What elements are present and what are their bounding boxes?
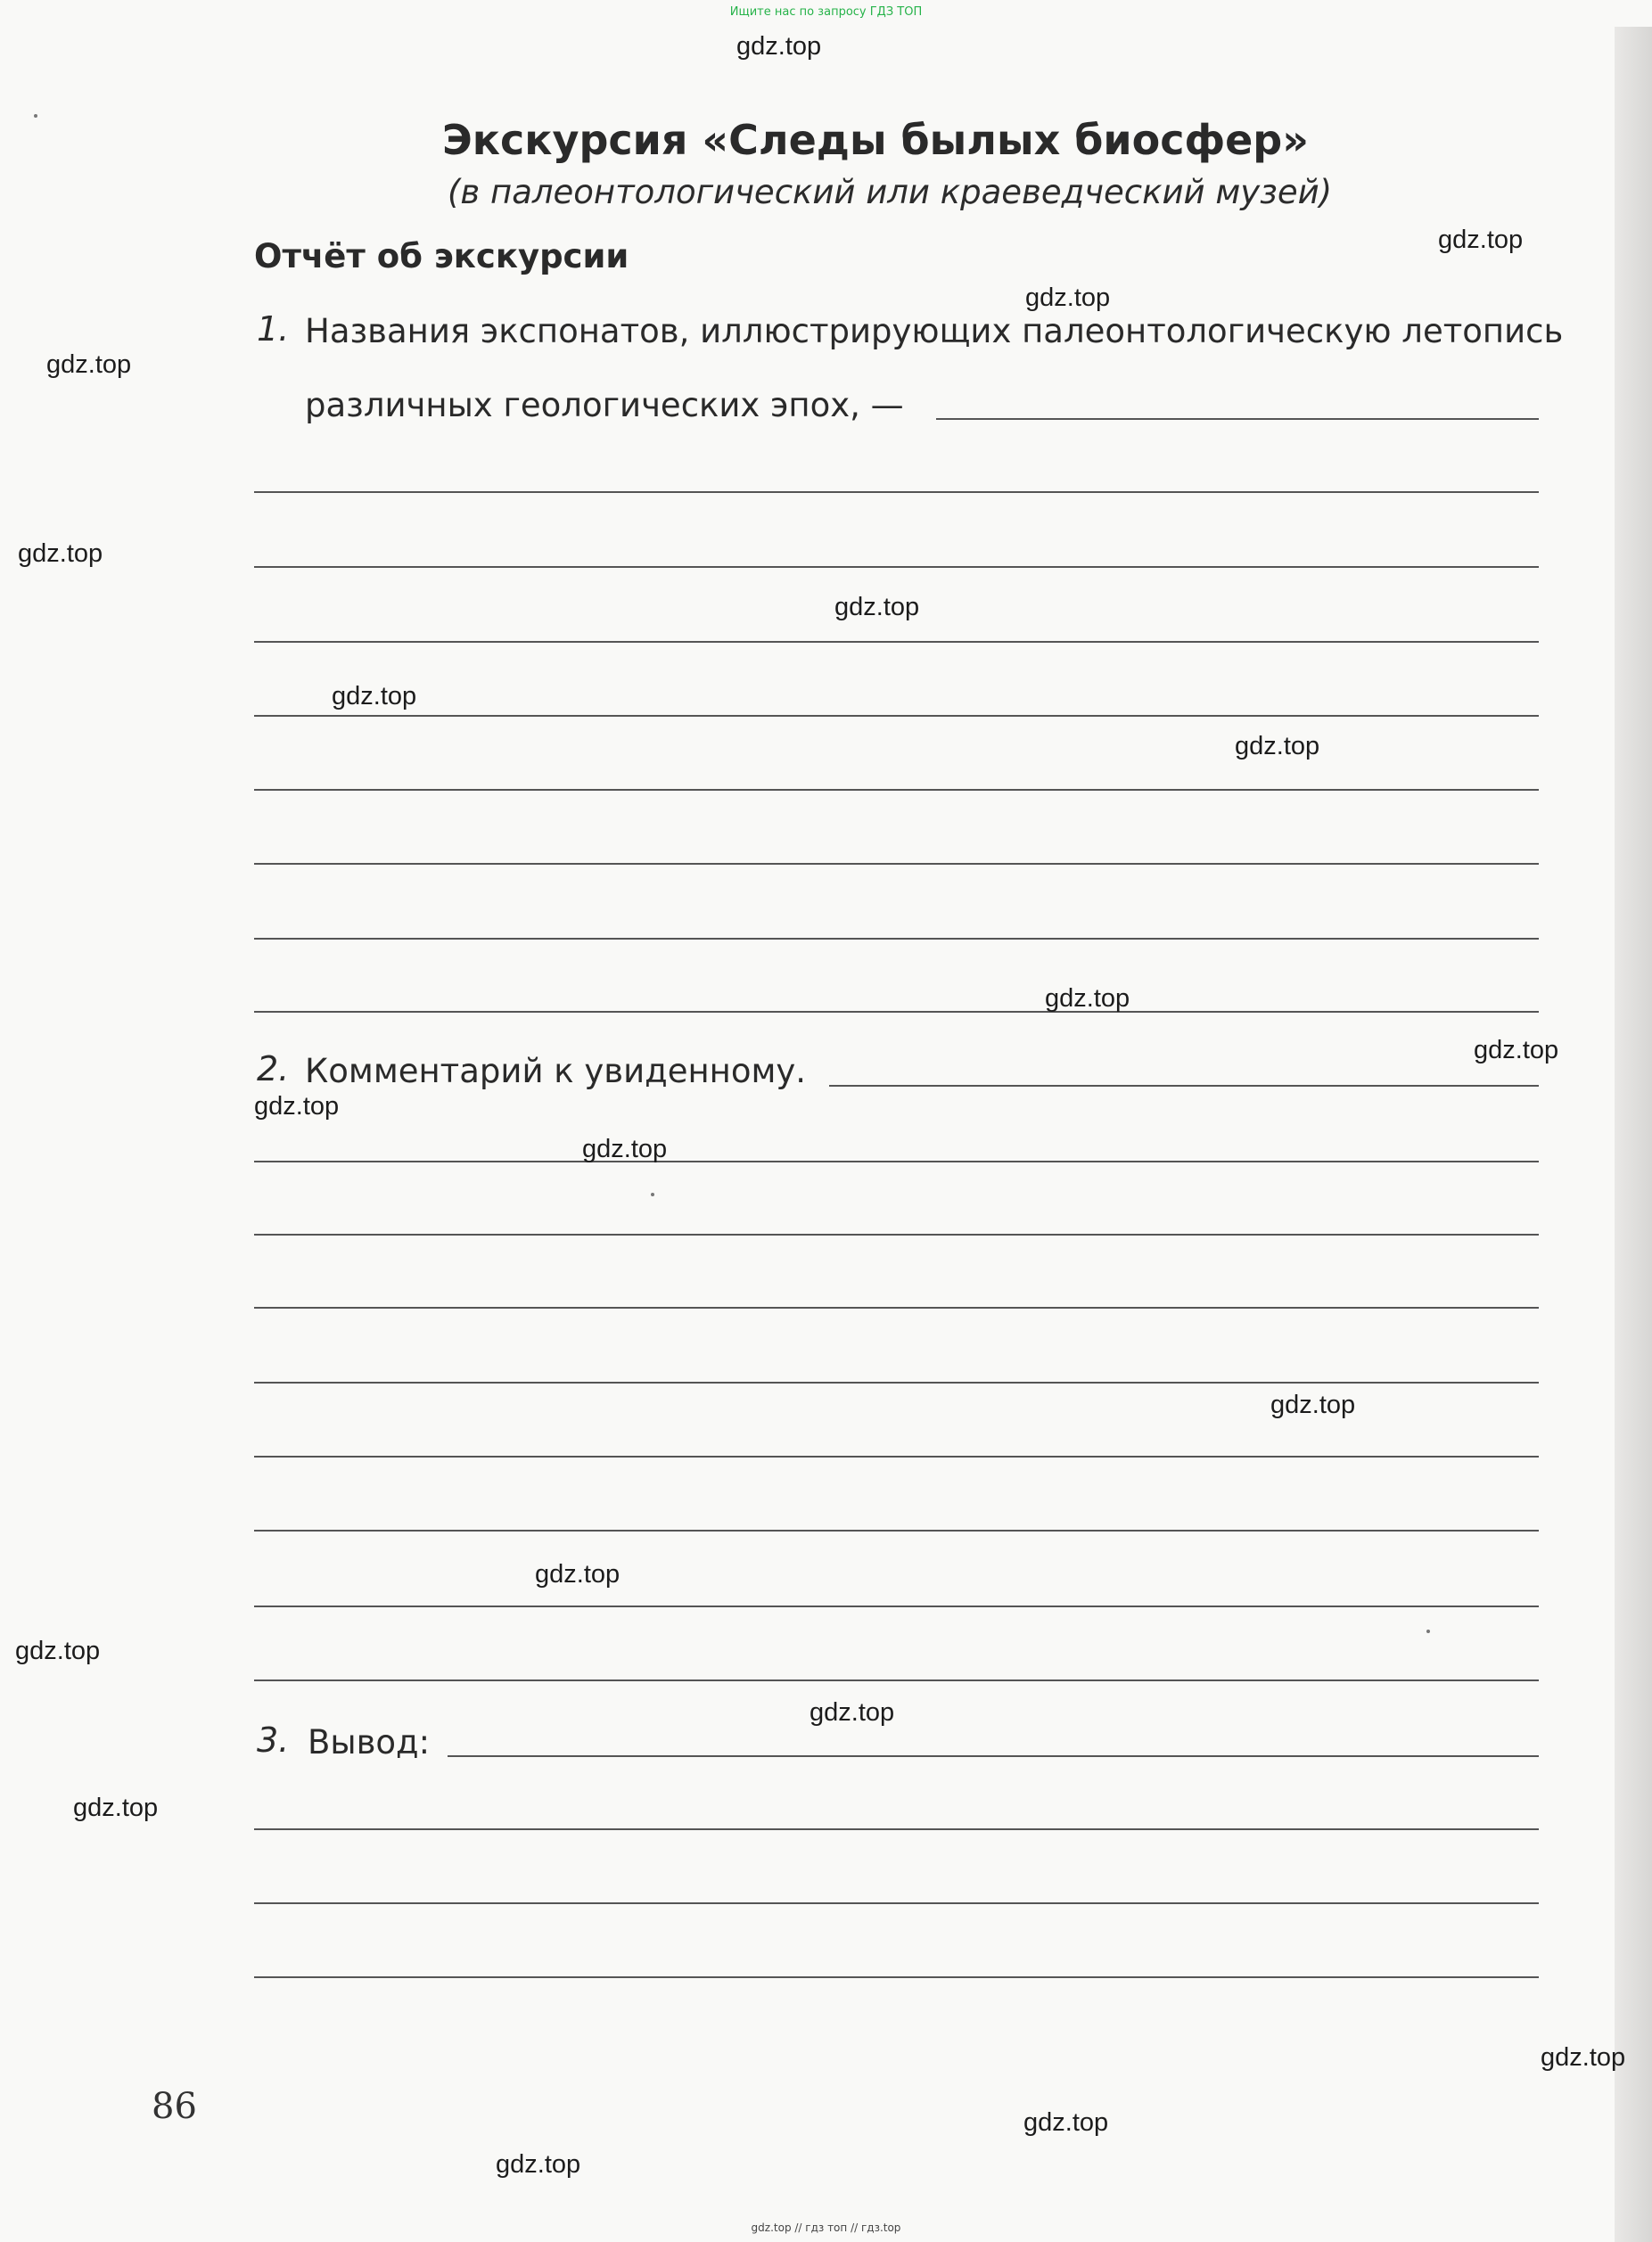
answer-line[interactable] — [254, 1679, 1539, 1681]
bottom-banner: gdz.top // гдз топ // гдз.top — [751, 2221, 901, 2234]
watermark: gdz.top — [1235, 732, 1320, 760]
answer-line[interactable] — [254, 789, 1539, 791]
answer-line[interactable] — [254, 1307, 1539, 1309]
answer-line[interactable] — [254, 1530, 1539, 1532]
answer-line[interactable] — [254, 1976, 1539, 1978]
watermark: gdz.top — [73, 1794, 159, 1822]
watermark: gdz.top — [810, 1698, 895, 1727]
answer-line[interactable] — [936, 418, 1539, 420]
answer-line[interactable] — [254, 491, 1539, 493]
answer-line[interactable] — [254, 1828, 1539, 1830]
watermark: gdz.top — [1438, 226, 1524, 254]
answer-line[interactable] — [254, 641, 1539, 643]
question-3-number: 3. — [257, 1721, 290, 1760]
watermark: gdz.top — [1025, 283, 1111, 312]
watermark: gdz.top — [1045, 984, 1130, 1013]
answer-line[interactable] — [254, 863, 1539, 865]
watermark: gdz.top — [535, 1560, 621, 1589]
watermark: gdz.top — [496, 2150, 581, 2179]
page-subtitle: (в палеонтологический или краеведческий музей) — [448, 173, 1333, 211]
watermark: gdz.top — [254, 1092, 340, 1121]
answer-line[interactable] — [254, 1456, 1539, 1458]
watermark: gdz.top — [18, 539, 103, 568]
answer-line[interactable] — [254, 566, 1539, 568]
page-edge-shadow — [1615, 27, 1652, 2242]
answer-line[interactable] — [448, 1755, 1539, 1757]
watermark: gdz.top — [1541, 2043, 1626, 2072]
watermark: gdz.top — [46, 350, 132, 379]
watermark: gdz.top — [1474, 1036, 1559, 1064]
answer-line[interactable] — [254, 1382, 1539, 1384]
answer-line[interactable] — [829, 1085, 1539, 1087]
watermark: gdz.top — [332, 682, 417, 710]
question-1-text-continued: различных геологических эпох, — — [305, 386, 904, 424]
answer-line[interactable] — [254, 1161, 1539, 1162]
watermark: gdz.top — [1023, 2108, 1109, 2137]
answer-line[interactable] — [254, 1902, 1539, 1904]
page-number: 86 — [152, 2086, 197, 2127]
watermark: gdz.top — [736, 32, 822, 61]
watermark: gdz.top — [582, 1135, 668, 1163]
watermark: gdz.top — [1270, 1391, 1356, 1419]
watermark: gdz.top — [15, 1637, 101, 1665]
watermark: gdz.top — [834, 593, 920, 621]
question-2-number: 2. — [257, 1049, 290, 1088]
answer-line[interactable] — [254, 1011, 1539, 1013]
top-banner: Ищите нас по запросу ГДЗ ТОП — [729, 5, 923, 19]
question-2-text: Комментарий к увиденному. — [305, 1052, 807, 1090]
scan-speck — [1426, 1630, 1430, 1633]
answer-line[interactable] — [254, 938, 1539, 940]
question-3-text: Вывод: — [308, 1723, 431, 1762]
scan-speck — [34, 114, 37, 118]
scan-speck — [651, 1193, 654, 1196]
page-title: Экскурсия «Следы былых биосфер» — [442, 116, 1309, 164]
answer-line[interactable] — [254, 1234, 1539, 1236]
answer-line[interactable] — [254, 1606, 1539, 1607]
section-heading: Отчёт об экскурсии — [254, 237, 629, 275]
answer-line[interactable] — [254, 715, 1539, 717]
question-1-text: Названия экспонатов, иллюстрирующих палеонтологическую летопись — [305, 312, 1564, 350]
question-1-number: 1. — [257, 309, 290, 349]
